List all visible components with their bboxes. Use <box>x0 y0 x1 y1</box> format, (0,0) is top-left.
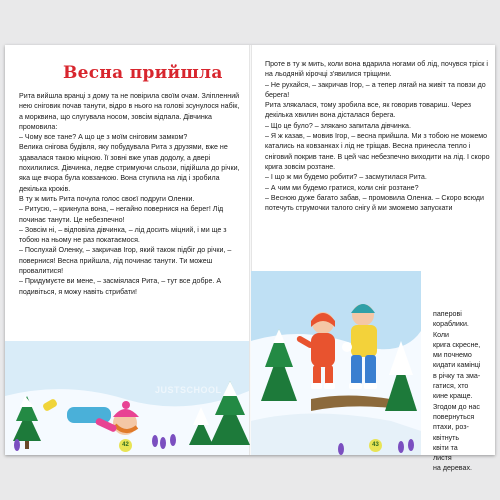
page-number-right: 43 <box>369 439 382 452</box>
paragraph: – Я ж казав, – мовив Ігор, – весна прийшла. Ми з тобою не можемо катались на ковзанках і лід не тріщав. Весна принесла тепло і сніговий покрив тане. В цей час небезпечно виходити на лід. І скоро крига зовсім розтане. <box>265 132 490 171</box>
story-title: Весна прийшла <box>63 63 223 83</box>
paragraph: Велика снігова будівля, яку побудувала Рита з друзями, вже не здавалася такою міцною. Її зовні вже упав додолу, а двері похилилися. Дівчинка, ледве стримуючи сльози, підійшла до річки, яка ще вчора була ковзанкою. Вона ступила на лід і зробила декілька кроків. <box>19 143 240 193</box>
paragraph: – Ритусю, – крикнула вона, – негайно повернися на берег! Лід починає танути. Це небезпечно! <box>19 205 224 224</box>
text-line: повернуться <box>433 412 475 421</box>
text-line: паперові <box>433 310 462 318</box>
text-line: Коли <box>433 330 450 339</box>
text-line: гатися, хто <box>433 382 469 391</box>
paragraph: – І що ж ми будемо робити? – засмутилася Рита. <box>265 173 427 182</box>
text-line: кидати камінці <box>433 361 481 370</box>
paragraph: В ту ж мить Рита почула голос своєї подруги Оленки. <box>19 194 195 203</box>
text-line: ми почнемо <box>433 351 472 360</box>
text-line: на деревах. <box>433 464 472 473</box>
left-text-block <box>19 91 243 297</box>
paragraph: Рита вийшла вранці з дому та не повірила своїм очам. Зліпленний нею сніговик почав танути, відро в нього на голові зсунулося набік, а морквина, що слугувала носом, зовсім відпала. Дівчинка промовила: <box>19 92 240 131</box>
paragraph: – Не рухайся, – закричав Ігор, – а тепер лягай на живіт та повзи до берега! <box>265 80 486 99</box>
text-line: Згодом до нас <box>433 402 480 411</box>
paragraph: – Чому все тане? А що це з моїм сніговим замком? <box>19 133 188 142</box>
paragraph: – Придумуєте ви мене, – засміялася Рита, – тут все добре. А подивіться, я можу навіть стрибати! <box>19 277 222 296</box>
right-text-block <box>265 59 491 213</box>
paragraph: – Зовсім ні, – відповіла дівчинка, – лід досить міцний, і ми ще з тобою на ньому не раз покатаємося. <box>19 225 227 245</box>
right-narrow-text <box>433 309 491 474</box>
text-line: кине краще. <box>433 392 473 401</box>
watermark: JUSTSCHOOL <box>155 385 222 395</box>
text-line: квітнуть <box>433 433 460 442</box>
text-line: птахи, роз- <box>433 423 469 432</box>
paragraph: Проте в ту ж мить, коли вона вдарила ногами об лід, почувся тріск і на льодяній кірочці з'явилися тріщини. <box>265 60 488 79</box>
text-line: крига скресне, <box>433 340 481 349</box>
paragraph: – Послухай Оленку, – закричав Ігор, який також підбіг до річки, – повернися! Весна прийшла, лід починає танути. Ти можеш провалитися! <box>19 246 232 276</box>
paragraph: – Що це було? – злякано запитала дівчинка. <box>265 121 411 130</box>
paragraph: – Весною дуже багато забав, – промовила Оленка. – Скоро всюди потечуть струмочки талого снігу й ми зможемо запускати <box>265 193 484 213</box>
text-line: квіти та <box>433 443 458 452</box>
paragraph: Рита злякалася, тому зробила все, як говорив товариш. Через декілька хвилин вона дісталася берега. <box>265 101 472 120</box>
paragraph: – А чим ми будемо гратися, коли сніг розтане? <box>265 183 419 192</box>
left-illustration <box>5 341 249 455</box>
text-line: кораблики. <box>433 320 469 329</box>
book-spread <box>5 45 495 473</box>
right-page <box>251 45 495 473</box>
text-line: в річку та зма- <box>433 371 481 380</box>
page-number-left: 42 <box>119 439 132 452</box>
text-line: листя <box>433 454 452 463</box>
